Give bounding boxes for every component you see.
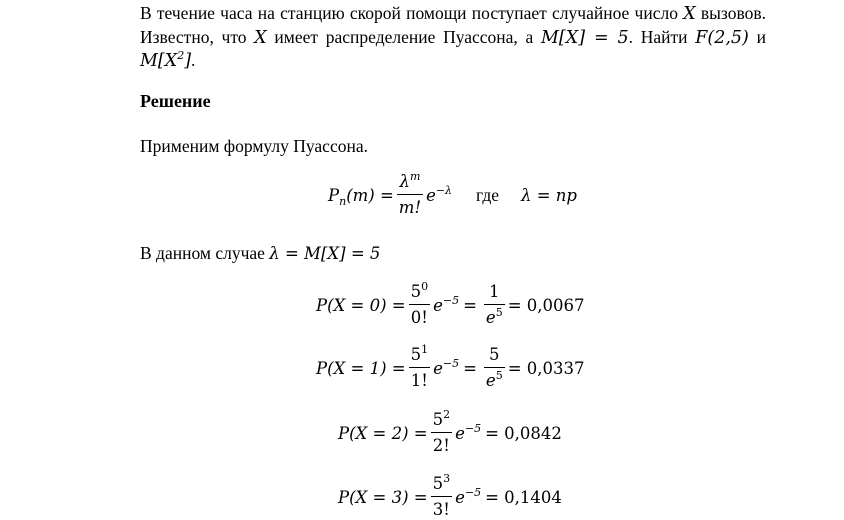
equation-mid-fraction: $\frac{1}{e^5}$: [485, 282, 503, 327]
equation-lhs: P(X = 1) =: [316, 358, 406, 378]
problem-text-5: и: [748, 26, 766, 47]
exponential-term: $e^{-5}$: [455, 485, 482, 507]
equation-result: = 0,0842: [485, 423, 562, 443]
equation-fraction: $\frac{5^1}{1!}$: [410, 343, 429, 390]
equation-x1: P(X = 1) = $\frac{5^1}{1!}$ $e^{-5}$ = $\frac{5}{e^5}$ = 0,0337: [316, 343, 585, 390]
equation-result: = 0,1404: [485, 487, 562, 507]
poisson-formula: [328, 172, 577, 218]
equation-lhs: P(X = 2) =: [338, 423, 428, 443]
mean-expression: M[X] = 5: [541, 27, 629, 48]
equation-mid-fraction: $\frac{5}{e^5}$: [485, 345, 503, 390]
equation-lhs: P(X = 3) =: [338, 487, 428, 507]
exponential-term: $e^{-5}$: [433, 293, 460, 315]
formula-lhs: $P_n(m)$ =: [328, 185, 394, 208]
equation-fraction: $\frac{5^3}{3!}$: [432, 472, 451, 519]
formula-fraction: $\frac{\lambda^m}{m!}$: [398, 170, 422, 217]
where-word: где: [476, 184, 500, 205]
equation-x0: P(X = 0) = $\frac{5^0}{0!}$ $e^{-5}$ = $\frac{1}{e^5}$ = 0,0067: [316, 280, 585, 327]
formula-exponential: $e^{-\lambda}$: [426, 183, 453, 205]
case-expression: λ = M[X] = 5: [269, 244, 381, 263]
exponential-term: $e^{-5}$: [433, 356, 460, 378]
solution-heading: Решение: [140, 91, 211, 111]
intro-text: Применим формулу Пуассона.: [140, 136, 368, 156]
lambda-definition: λ = np: [521, 185, 577, 205]
equation-fraction: $\frac{5^0}{0!}$: [410, 280, 429, 327]
equation-lhs: P(X = 0) =: [316, 295, 406, 315]
variable-x: X: [254, 27, 267, 48]
equation-result: = 0,0067: [507, 295, 585, 315]
case-text: В данном случае: [140, 243, 270, 263]
equation-x3: [338, 474, 562, 520]
problem-text-2: вызовов. Известно, что: [140, 3, 766, 47]
problem-text-3: имеет распределение Пуассона, а: [266, 26, 542, 47]
equation-result: = 0,0337: [507, 358, 585, 378]
problem-statement: [140, 2, 766, 73]
cdf-expression: F(2,5): [695, 27, 749, 48]
equation-x2: [338, 410, 562, 456]
problem-text-6: .: [191, 50, 196, 70]
equation-fraction: $\frac{5^2}{2!}$: [432, 408, 451, 455]
variable-x: X: [683, 4, 696, 24]
second-moment-expression: $M[X^2]$: [140, 49, 192, 71]
problem-text-1: В течение часа на станцию скорой помощи поступает случайное число: [140, 3, 684, 23]
problem-text-4: . Найти: [628, 26, 696, 47]
case-line: [140, 243, 380, 264]
exponential-term: $e^{-5}$: [455, 421, 482, 443]
